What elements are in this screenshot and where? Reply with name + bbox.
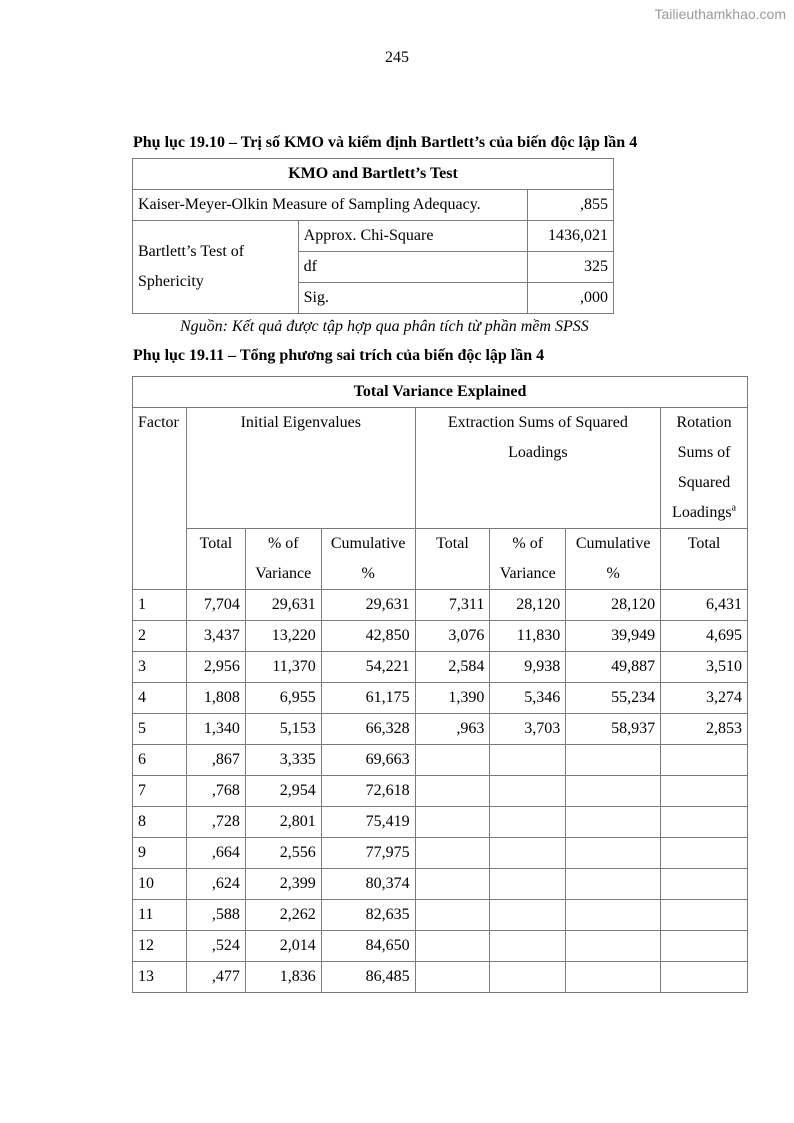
value-cell: 2,584 — [415, 652, 490, 683]
sub-header-cell: % of Variance — [490, 529, 566, 590]
table-row — [133, 900, 748, 931]
value-cell — [661, 776, 748, 807]
value-cell — [566, 900, 661, 931]
value-cell: ,664 — [186, 838, 245, 869]
value-cell — [661, 807, 748, 838]
sub-header-row — [133, 529, 748, 590]
initial-eigenvalues-header: Initial Eigenvalues — [186, 408, 415, 529]
value-cell: 7,311 — [415, 590, 490, 621]
table-row — [133, 931, 748, 962]
value-cell — [566, 745, 661, 776]
value-cell: 1,808 — [186, 683, 245, 714]
value-cell: 3,510 — [661, 652, 748, 683]
value-cell: ,477 — [186, 962, 245, 993]
factor-cell: 6 — [133, 745, 187, 776]
value-cell — [490, 838, 566, 869]
value-cell: ,728 — [186, 807, 245, 838]
value-cell — [661, 962, 748, 993]
sub-header-cell: % of Variance — [245, 529, 321, 590]
watermark: Tailieuthamkhao.com — [654, 6, 786, 22]
kmo-bartlett-table — [132, 158, 614, 314]
value-cell: ,624 — [186, 869, 245, 900]
value-cell — [566, 838, 661, 869]
value-cell: 66,328 — [321, 714, 415, 745]
value-cell: 2,954 — [245, 776, 321, 807]
value-cell — [490, 900, 566, 931]
value-cell: 2,014 — [245, 931, 321, 962]
rotation-header — [661, 408, 748, 529]
appendix-heading-kmo: Phụ lục 19.10 – Trị số KMO và kiểm định Bartlett’s của biến độc lập lần 4 — [133, 134, 638, 151]
sub-header-cell: Cumulative % — [321, 529, 415, 590]
value-cell: 42,850 — [321, 621, 415, 652]
value-cell: ,867 — [186, 745, 245, 776]
table-row — [133, 683, 748, 714]
value-cell — [415, 838, 490, 869]
table-row — [133, 621, 748, 652]
value-cell — [661, 838, 748, 869]
value-cell: ,768 — [186, 776, 245, 807]
value-cell: 11,830 — [490, 621, 566, 652]
value-cell: 29,631 — [245, 590, 321, 621]
value-cell: ,588 — [186, 900, 245, 931]
value-cell — [566, 869, 661, 900]
value-cell — [415, 869, 490, 900]
value-cell: 13,220 — [245, 621, 321, 652]
value-cell: 1,340 — [186, 714, 245, 745]
factor-cell: 4 — [133, 683, 187, 714]
value-cell: 2,801 — [245, 807, 321, 838]
table-row — [133, 869, 748, 900]
table-row — [133, 652, 748, 683]
value-cell: 69,663 — [321, 745, 415, 776]
sub-header-cell: Total — [661, 529, 748, 590]
kmo-label: Kaiser-Meyer-Olkin Measure of Sampling Adequacy. — [133, 190, 528, 221]
df-value: 325 — [528, 252, 614, 283]
factor-cell: 11 — [133, 900, 187, 931]
value-cell — [661, 745, 748, 776]
value-cell: 2,262 — [245, 900, 321, 931]
value-cell — [490, 745, 566, 776]
value-cell: 28,120 — [490, 590, 566, 621]
value-cell: 80,374 — [321, 869, 415, 900]
table-row — [133, 838, 748, 869]
value-cell: 3,274 — [661, 683, 748, 714]
value-cell — [490, 807, 566, 838]
value-cell — [490, 931, 566, 962]
value-cell: 3,437 — [186, 621, 245, 652]
value-cell: 9,938 — [490, 652, 566, 683]
factor-cell: 8 — [133, 807, 187, 838]
value-cell: 82,635 — [321, 900, 415, 931]
value-cell — [661, 931, 748, 962]
value-cell: 75,419 — [321, 807, 415, 838]
value-cell: 29,631 — [321, 590, 415, 621]
value-cell: 5,153 — [245, 714, 321, 745]
value-cell: 7,704 — [186, 590, 245, 621]
sig-value: ,000 — [528, 283, 614, 314]
factor-cell: 7 — [133, 776, 187, 807]
tve-body — [133, 590, 748, 993]
value-cell: 3,703 — [490, 714, 566, 745]
value-cell: 1,390 — [415, 683, 490, 714]
chi-square-value: 1436,021 — [528, 221, 614, 252]
bartlett-label: Bartlett’s Test of Sphericity — [133, 221, 299, 314]
table-row — [133, 745, 748, 776]
value-cell: 4,695 — [661, 621, 748, 652]
sub-header-cell: Total — [186, 529, 245, 590]
value-cell — [415, 745, 490, 776]
value-cell: 6,955 — [245, 683, 321, 714]
value-cell — [415, 962, 490, 993]
factor-cell: 1 — [133, 590, 187, 621]
value-cell: 28,120 — [566, 590, 661, 621]
value-cell: 54,221 — [321, 652, 415, 683]
table-row — [133, 807, 748, 838]
value-cell: 61,175 — [321, 683, 415, 714]
factor-cell: 2 — [133, 621, 187, 652]
page-number: 245 — [385, 49, 409, 66]
table-row — [133, 714, 748, 745]
table-row — [133, 962, 748, 993]
factor-cell: 12 — [133, 931, 187, 962]
value-cell: 2,956 — [186, 652, 245, 683]
table-row — [133, 776, 748, 807]
value-cell — [490, 962, 566, 993]
value-cell: 1,836 — [245, 962, 321, 993]
value-cell: 11,370 — [245, 652, 321, 683]
value-cell — [566, 931, 661, 962]
tve-table-title: Total Variance Explained — [133, 377, 748, 408]
value-cell: 77,975 — [321, 838, 415, 869]
value-cell: ,524 — [186, 931, 245, 962]
value-cell: 55,234 — [566, 683, 661, 714]
sub-header-cell: Total — [415, 529, 490, 590]
factor-cell: 9 — [133, 838, 187, 869]
rotation-footnote-mark: a — [731, 502, 737, 514]
sig-label: Sig. — [298, 283, 527, 314]
table-row — [133, 590, 748, 621]
value-cell — [415, 900, 490, 931]
value-cell: 84,650 — [321, 931, 415, 962]
value-cell — [415, 931, 490, 962]
value-cell: 86,485 — [321, 962, 415, 993]
value-cell — [490, 776, 566, 807]
value-cell — [415, 807, 490, 838]
value-cell — [661, 869, 748, 900]
value-cell — [490, 869, 566, 900]
factor-header: Factor — [133, 408, 187, 590]
value-cell: 2,556 — [245, 838, 321, 869]
chi-square-label: Approx. Chi-Square — [298, 221, 527, 252]
sub-header-cell: Cumulative % — [566, 529, 661, 590]
value-cell: 2,853 — [661, 714, 748, 745]
kmo-table-title: KMO and Bartlett’s Test — [133, 159, 614, 190]
value-cell: 39,949 — [566, 621, 661, 652]
value-cell: 2,399 — [245, 869, 321, 900]
value-cell — [566, 962, 661, 993]
source-note: Nguồn: Kết quả được tập hợp qua phân tích từ phần mềm SPSS — [180, 318, 589, 335]
factor-cell: 13 — [133, 962, 187, 993]
value-cell — [566, 807, 661, 838]
value-cell — [566, 776, 661, 807]
value-cell — [415, 776, 490, 807]
value-cell: 3,076 — [415, 621, 490, 652]
factor-cell: 3 — [133, 652, 187, 683]
value-cell: 6,431 — [661, 590, 748, 621]
df-label: df — [298, 252, 527, 283]
kmo-value: ,855 — [528, 190, 614, 221]
appendix-heading-variance: Phụ lục 19.11 – Tổng phương sai trích của biến độc lập lần 4 — [133, 347, 545, 364]
value-cell: 5,346 — [490, 683, 566, 714]
value-cell: 58,937 — [566, 714, 661, 745]
factor-cell: 5 — [133, 714, 187, 745]
rotation-header-text: Rotation Sums of Squared Loadings — [672, 414, 732, 521]
total-variance-table — [132, 376, 748, 993]
factor-cell: 10 — [133, 869, 187, 900]
value-cell: 3,335 — [245, 745, 321, 776]
value-cell: ,963 — [415, 714, 490, 745]
value-cell — [661, 900, 748, 931]
value-cell: 72,618 — [321, 776, 415, 807]
value-cell: 49,887 — [566, 652, 661, 683]
extraction-header: Extraction Sums of Squared Loadings — [415, 408, 660, 529]
